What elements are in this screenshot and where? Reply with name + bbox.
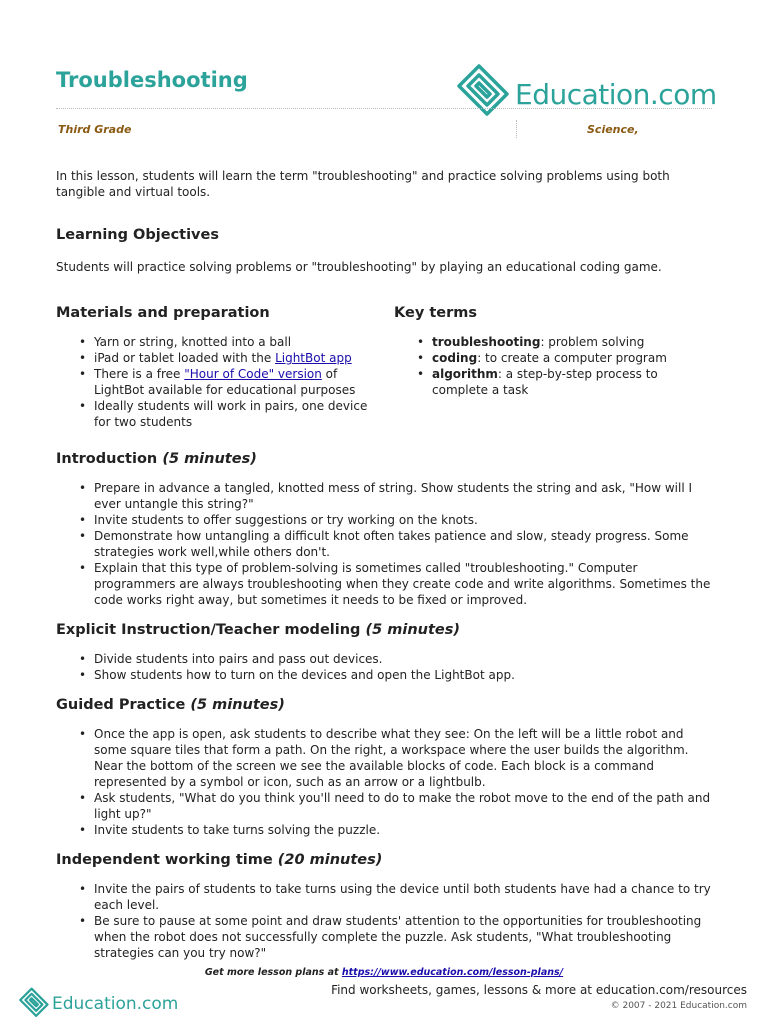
list-item: • Once the app is open, ask students to describe what they see: On the left will be a little robot and some square tiles that form a path. On the right, a workspace where the user builds the algorithm. Near the bottom of the screen we see the available blocks of code. Each block is a command represented by a symbol or icon, such as an arrow or a lightbulb. (56, 726, 716, 790)
list-item: • coding: to create a computer program (394, 350, 716, 366)
page-title: Troubleshooting (56, 68, 248, 92)
footer-copyright: © 2007 - 2021 Education.com (610, 1001, 747, 1011)
list-item: • Explain that this type of problem-solving is sometimes called "troubleshooting." Computer programmers are always troubleshooting when they create code and write algorithms. Sometimes the code works right away, but sometimes it needs to be fixed or improved. (56, 560, 716, 608)
list-item: • Ideally students will work in pairs, one device for two students (56, 398, 376, 430)
list-item: • Prepare in advance a tangled, knotted mess of string. Show students the string and ask, "How will I ever untangle this string?" (56, 480, 716, 512)
footer-logo[interactable] (18, 983, 178, 1019)
list-item: • Invite the pairs of students to take turns using the device until both students have had a chance to try each level. (56, 881, 716, 913)
list-item: • Invite students to offer suggestions or try working on the knots. (56, 512, 716, 528)
independent-list (56, 881, 716, 961)
explicit-instruction-list (56, 651, 716, 683)
footer-resources-text: Find worksheets, games, lessons & more at education.com/resources (331, 983, 747, 997)
education-logo-icon (18, 983, 52, 1017)
materials-list (56, 334, 376, 430)
key-terms-list (394, 334, 716, 398)
list-item: • Invite students to take turns solving the puzzle. (56, 822, 716, 838)
list-item: • troubleshooting: problem solving (394, 334, 716, 350)
hour-of-code-link[interactable]: "Hour of Code" version (184, 367, 322, 381)
lightbot-app-link[interactable]: LightBot app (275, 351, 352, 365)
materials-heading: Materials and preparation (56, 305, 270, 321)
independent-heading: Independent working time (20 minutes) (56, 852, 383, 868)
list-item: • There is a free "Hour of Code" version of LightBot available for educational purposes (56, 366, 376, 398)
list-item: • algorithm: a step-by-step process to complete a task (394, 366, 716, 398)
logo-wordmark: Education.com (52, 994, 179, 1014)
footer-promo: Get more lesson plans at https://www.education.com/lesson-plans/ (204, 967, 564, 978)
guided-practice-heading: Guided Practice (5 minutes) (56, 697, 285, 713)
list-item: • Be sure to pause at some point and draw students' attention to the opportunities for troubleshooting when the robot does not successfully complete the puzzle. Ask students, "What troubleshooting strategies can you try now?" (56, 913, 716, 961)
list-item: • Yarn or string, knotted into a ball (56, 334, 376, 350)
logo-wordmark: Education.com (515, 78, 717, 111)
list-item: • Divide students into pairs and pass out devices. (56, 651, 716, 667)
learning-objectives-heading: Learning Objectives (56, 227, 219, 243)
header-divider (56, 108, 712, 109)
list-item: • Show students how to turn on the devices and open the LightBot app. (56, 667, 716, 683)
grade-label: Third Grade (58, 123, 132, 136)
list-item: • iPad or tablet loaded with the LightBot app (56, 350, 376, 366)
introduction-list (56, 480, 716, 608)
intro-paragraph: In this lesson, students will learn the term "troubleshooting" and practice solving problems using both tangible and virtual tools. (56, 169, 670, 199)
subject-label: Science, (587, 123, 639, 136)
introduction-heading: Introduction (5 minutes) (56, 451, 257, 467)
learning-objectives-text: Students will practice solving problems or "troubleshooting" by playing an educational coding game. (56, 260, 662, 274)
list-item: • Ask students, "What do you think you'll need to do to make the robot move to the end of the path and light up?" (56, 790, 716, 822)
lesson-plans-link[interactable]: https://www.education.com/lesson-plans/ (341, 967, 564, 978)
education-logo-icon (455, 56, 515, 116)
explicit-instruction-heading: Explicit Instruction/Teacher modeling (5 minutes) (56, 622, 460, 638)
education-logo[interactable] (455, 56, 715, 116)
guided-practice-list (56, 726, 716, 838)
meta-separator (516, 120, 517, 138)
key-terms-heading: Key terms (394, 305, 477, 321)
list-item: • Demonstrate how untangling a difficult knot often takes patience and slow, steady progress. Some strategies work well,while others don't. (56, 528, 716, 560)
